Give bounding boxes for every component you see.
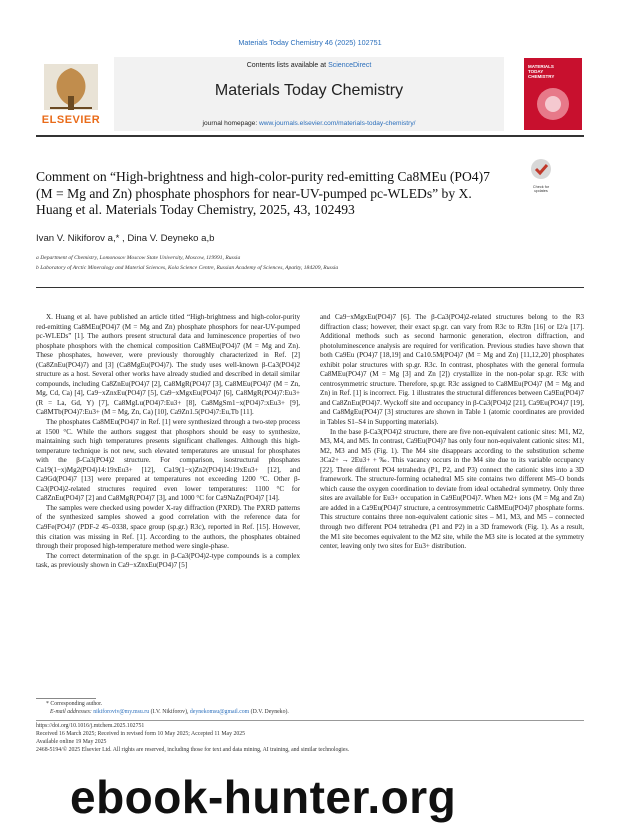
affiliation-a: a Department of Chemistry, Lomonosov Moscow State University, Moscow, 119991, Russia	[36, 255, 241, 261]
check-updates-label: Check for updates	[532, 185, 550, 193]
paragraph: and Ca9−xMgxEu(PO4)7 [6]. The β-Ca3(PO4)2-related structures belong to the R3 diffraction class; however, their exact sp.gr. can vary from R3c to R3̄m [16] or I2/a [17]. Additional methods such as second harmonic generation, electron diffraction, and photoluminescence analysis are required for verification. Previous studies have shown that both Ca9Eu (PO4)7 [18,19] and Ca10.5M(PO4)7 (M = Mg and Zn) [11,12,20] phosphates exhibit polar structures with sp.gr. R3c. In contrast, phosphates with the general formula Ca8MEu(PO4)7 (M = Mg [3] and Zn [2]) crystallize in the non-polar sp.gr. R3̄c with centrosymmetric structure. Therefore, sp.gr. R3c assigned to Ca8MEu(PO4)7 (M = Mg and Zn) in Ref. [1] is incorrect. Fig. 1 illustrates the structural differences between Ca9Eu(PO4)7 and Ca8ZnEu(PO4)7. Wyckoff site and occupancy in β-Ca3(PO4)2 [21], Ca9Eu(PO4)7 [19], and Ca8MgEu(PO4)7 [3] structures are shown in Table 1 (atomic coordinates are provided in Tables S1–S4 in Supporting materials).	[320, 313, 584, 427]
available-date: Available online 19 May 2025	[36, 739, 107, 745]
authors: Ivan V. Nikiforov a,* , Dina V. Deyneko a,b	[36, 233, 215, 244]
cover-title: MATERIALS TODAY CHEMISTRY	[528, 64, 555, 79]
footnote-rule	[36, 698, 96, 699]
affiliation-b: b Laboratory of Arctic Mineralogy and Material Sciences, Kola Science Centre, Russian Academy of Sciences, Apatity, 184209, Russia	[36, 265, 339, 271]
publisher-name: ELSEVIER	[41, 114, 101, 126]
email-line: E-mail addresses: nikiforoviv@my.msu.ru (I.V. Nikiforov), deynekomsu@gmail.com (D.V. Deyneko).	[50, 709, 289, 715]
corresponding-author: * Corresponding author.	[46, 701, 103, 707]
cover-art-icon	[528, 82, 578, 126]
contents-line: Contents lists available at ScienceDirect	[246, 62, 372, 69]
body-rule	[36, 287, 584, 288]
article-title: Comment on “High-brightness and high-color-purity red-emitting Ca8MEu (PO4)7 (M = Mg and Zn) phosphate phosphors for near-UV-pumped pc-WLEDs” by X. Huang et al. Materials Today Chemistry, 2025, 43, 102493	[36, 169, 490, 218]
journal-banner	[114, 57, 504, 131]
right-column	[320, 313, 584, 552]
check-updates-icon	[527, 158, 555, 180]
paragraph: The correct determination of the sp.gr. in β-Ca3(PO4)2-type compounds is a complex task, as previously shown in Ca9−xZnxEu(PO4)7 [5]	[36, 551, 300, 570]
email-link-1[interactable]: nikiforoviv@my.msu.ru	[93, 709, 150, 715]
check-for-updates-badge[interactable]	[527, 158, 555, 193]
journal-homepage: journal homepage: www.journals.elsevier.com/materials-today-chemistry/	[202, 120, 416, 127]
received-dates: Received 16 March 2025; Received in revised form 10 May 2025; Accepted 11 May 2025	[36, 731, 246, 737]
paragraph: In the base β-Ca3(PO4)2 structure, there are five non-equivalent cationic sites: M1, M2, M3, M4, and M5. In contrast, Ca9Eu(PO4)7 has only four non-equivalent cationic sites: M1, M2, M3 and M5 (Fig. 1). The M4 site disappears according to the substitution scheme 3Ca2+ → 2Eu3+ + ‰. This vacancy occurs in the M4 site due to its variable occupancy [22]. Three different PO4 tetrahedra (P1, P2, and P3) connect the cationic sites into a 3D framework. The structure-forming octahedral M5 site contains two different M5–O bonds which cause the oxygen coordination to deviate from ideal octahedral symmetry. Only three sites are available for Eu3+ occupation in Ca9Eu(PO4)7. When M2+ ions (M = Mg and Zn) are added in a Ca9Eu(PO4)7 structure, a centrosymmetric Ca8MEu(PO4)7 phosphate forms. This structure contains three non-equivalent cationic sites – M1, M3, and M5 – connected through two different PO4 tetrahedra (P1 and P2) in a 3D framework (Fig. 1). As a result, the M1 site becomes equivalent to the M2 site, while the M3 site is located at the symmetry center, leaving only two sites for Eu3+ distribution.	[320, 427, 584, 551]
sciencedirect-link[interactable]: ScienceDirect	[328, 62, 372, 69]
watermark: ebook-hunter.org	[70, 771, 457, 823]
copyright: 2468-5194/© 2025 Elsevier Ltd. All rights are reserved, including those for text and data mining, AI training, and similar technologies.	[36, 747, 350, 753]
paragraph: The samples were checked using powder X-ray diffraction (PXRD). The PXRD patterns of the synthesized samples showed a good correlation with the reference data for Ca9Fe(PO4)7 (PDF-2 45–0338, space group (sp.gr.) R3c), reported in Ref. [15]. However, this citation was missing in Ref. [1]. According to the authors, the phosphates obtained through their proposed high-temperature method were single-phase.	[36, 503, 300, 551]
paragraph: The phosphates Ca8MEu(PO4)7 in Ref. [1] were synthesized through a two-step process at 1500 °C. While the authors suggest that phosphors should be easy to synthesize, maintaining such high temperatures presents significant challenges. Although this high-temperature technique is not new, such elevated temperatures are unusual for phosphates with the β-Ca3(PO4)2 structure. For comparison, isostructural phosphates Ca19(1−x)Mg2(PO4)14:19xEu3+ [12], Ca19(1−x)Zn2(PO4)14:19xEu3+ [12], and Ca9Gd(PO4)7 [13] were prepared at temperatures not exceeding 1200 °C. Other β-Ca3(PO4)2-related structures required even lower temperatures: 1100 °C for Ca8ZnEu(PO4)7 [2] and Ca8MgR(PO4)7 [3], and 1000 °C for Ca9NaZn(PO4)7 [14].	[36, 418, 300, 503]
left-column	[36, 313, 300, 571]
journal-cover	[524, 58, 582, 130]
homepage-link[interactable]: www.journals.elsevier.com/materials-today-chemistry/	[259, 120, 416, 127]
journal-title: Materials Today Chemistry	[214, 82, 404, 99]
email-link-2[interactable]: deynekomsu@gmail.com	[189, 709, 250, 715]
journal-reference[interactable]: Materials Today Chemistry 46 (2025) 102751	[238, 38, 382, 47]
paragraph: X. Huang et al. have published an article titled “High-brightness and high-color-purity red-emitting Ca8MEu(PO4)7 (M = Mg and Zn) phosphate phosphors for near-UV-pumped pc-WLEDs” [1]. The authors present structural data and luminescence properties of two phosphate phosphors with the chemical composition Ca8MEu(PO4)7 (M = Mg and Zn). These phosphates, however, were previously thoroughly characterized in Ref. [2] (Ca8ZnEu(PO4)7) and [3] (Ca8MgEu(PO4)7). The study uses well-known β-Ca3(PO4)2 structure as a host. Several other works have already studied and described in detail similar compounds, including Ca8ZnEu(PO4)7 [2], Ca8MgR(PO4)7 [3], Ca8MEu(PO4)7 (M = Zn, Mg, Cd, Ca) [4], Ca9−xZnxEu(PO4)7 [5], Ca9−xMgxEu(PO4)7 [6], Ca8MgR(PO4)7:Eu3+ (R = La, Gd, Y) [7], Ca8MgLu(PO4)7:Eu3+ [8], Ca8MgSm1−x(PO4)7:xEu3+ [9], Ca8MTb(PO4)7:Eu3+ (M = Mg, Zn, Ca) [10], Ca9Zn1.5(PO4)7:Eu,Tb [11].	[36, 313, 300, 417]
header-rule	[36, 135, 584, 137]
footer-rule	[36, 720, 584, 721]
journal-header	[36, 57, 584, 131]
doi-link[interactable]: https://doi.org/10.1016/j.mtchem.2025.102751	[36, 723, 145, 729]
